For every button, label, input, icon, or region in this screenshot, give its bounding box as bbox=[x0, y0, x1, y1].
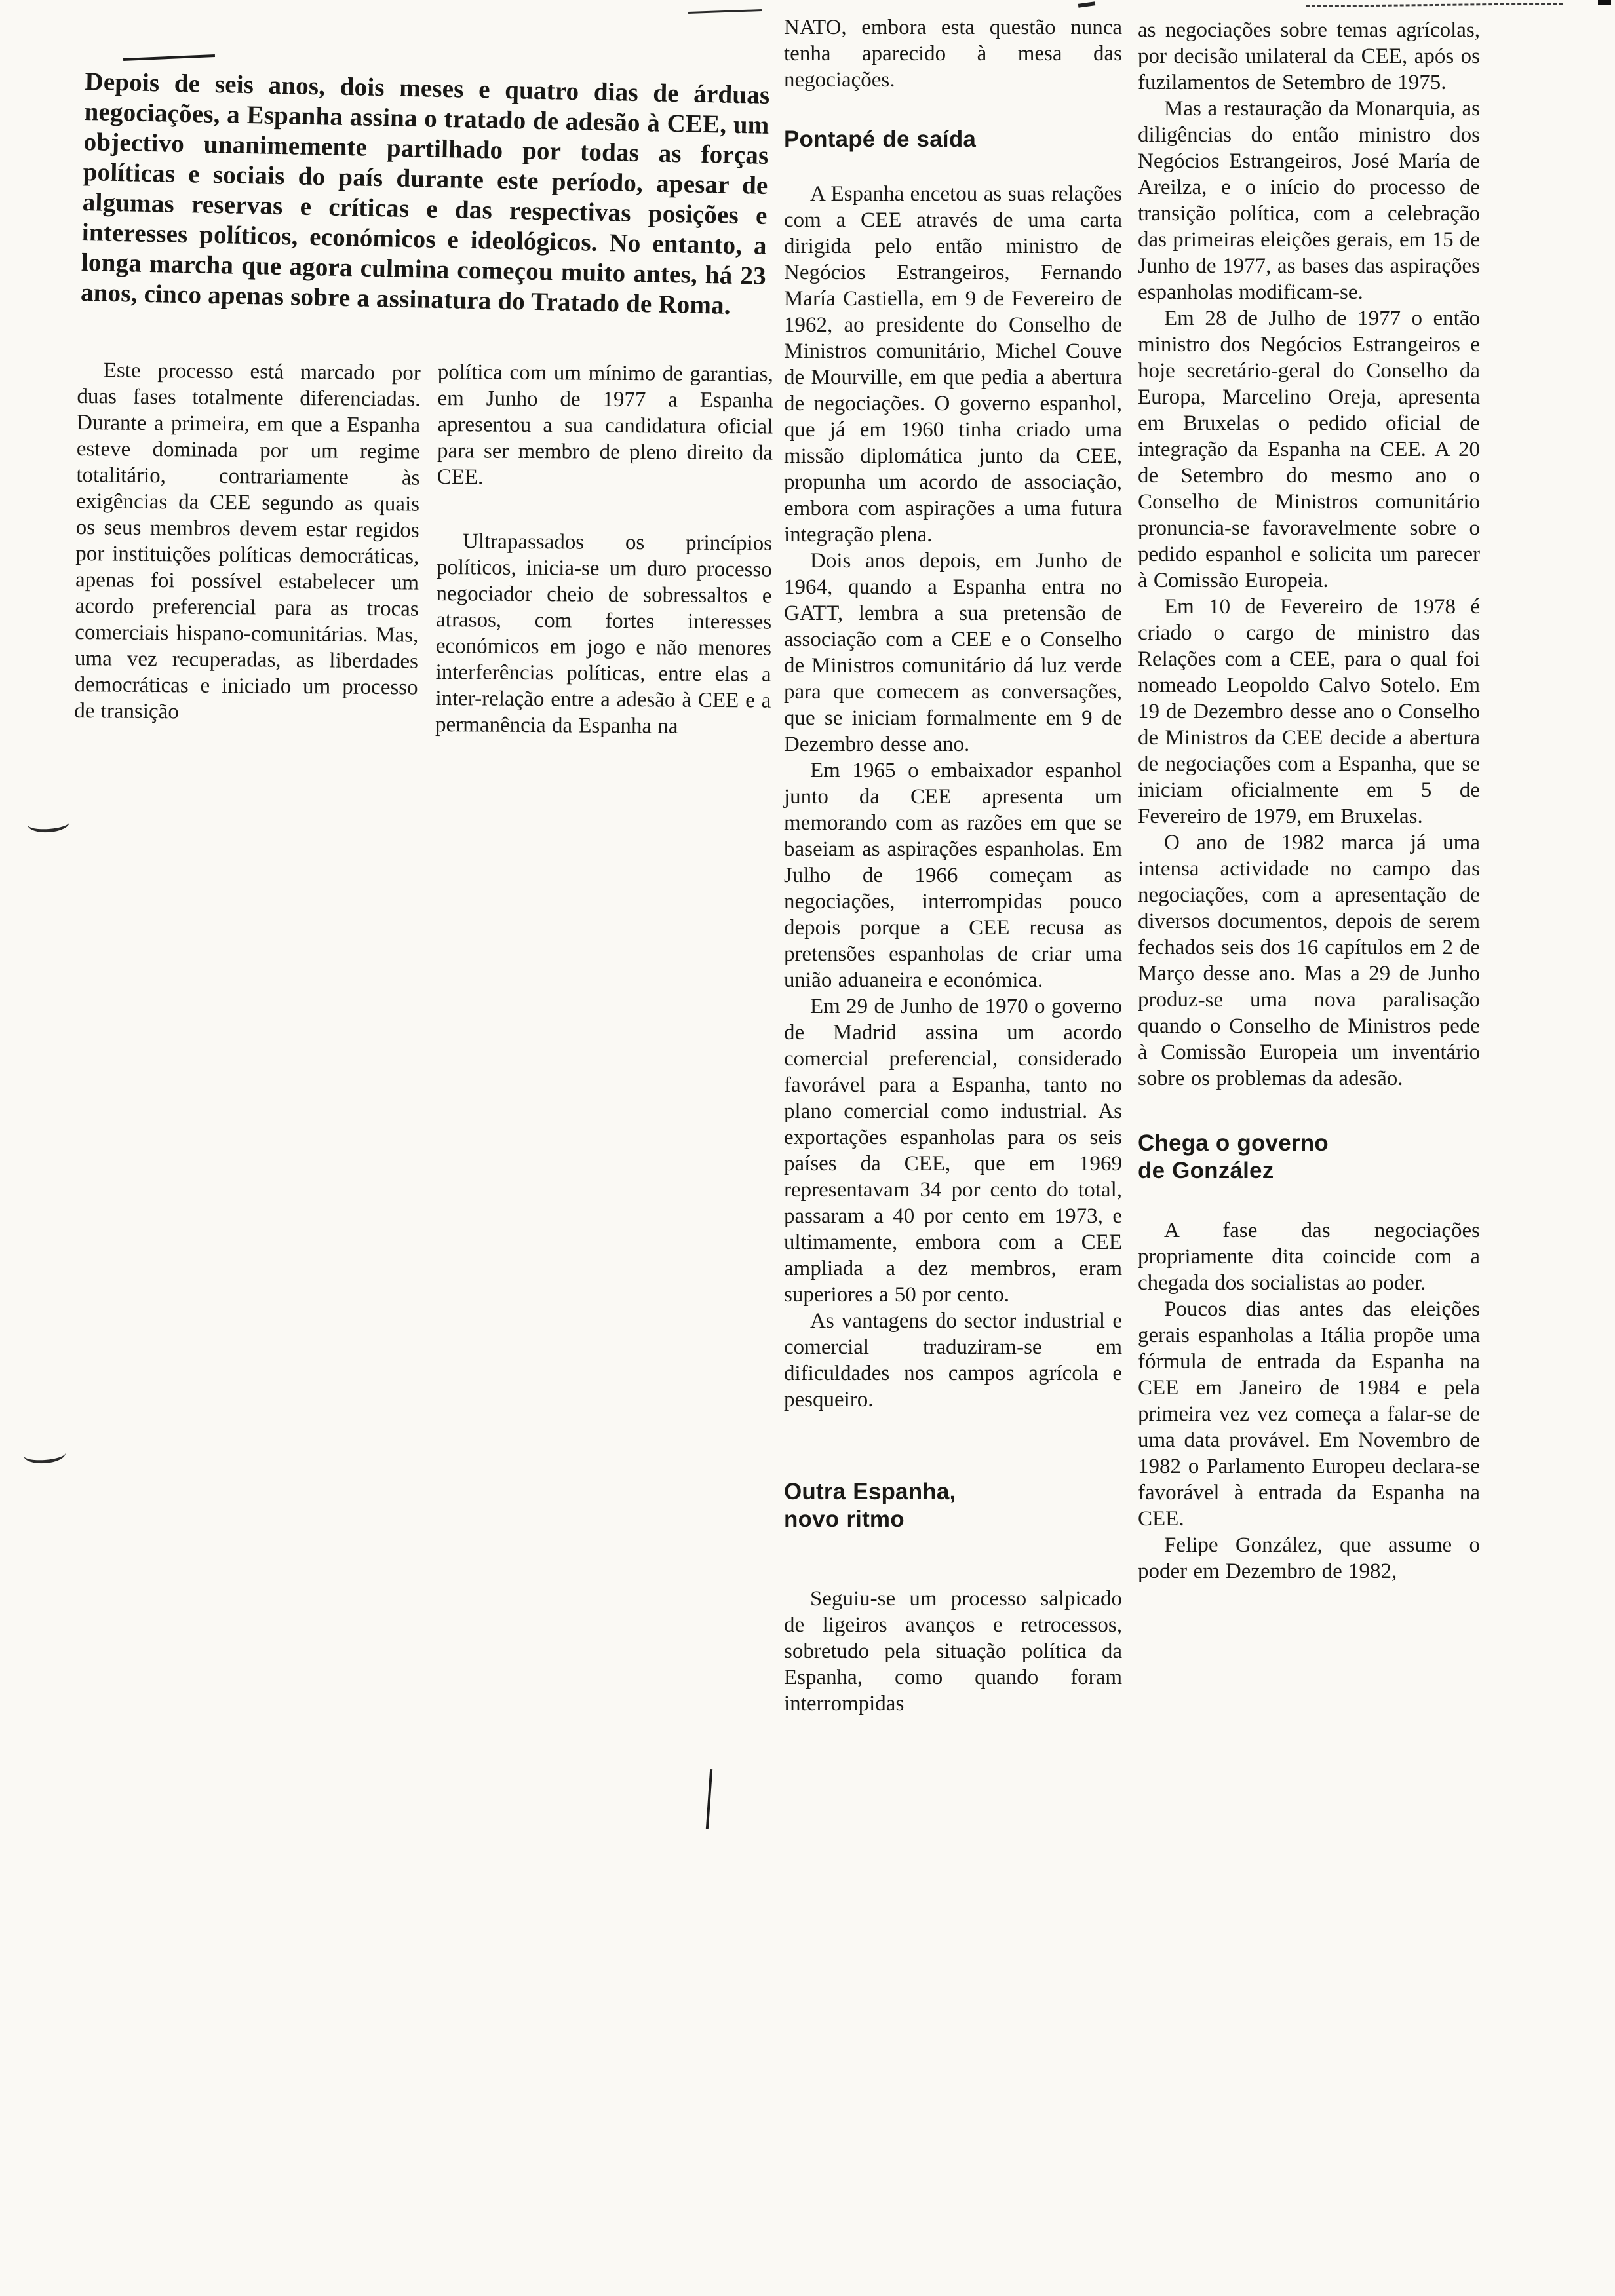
body-paragraph: Em 10 de Fevereiro de 1978 é criado o cargo de ministro das Relações com a CEE, para o qual foi nomeado Leopoldo Calvo Sotelo. Em 19 de Dezembro desse ano o Conselho de Ministros da CEE decide a abertura de negociações com a Espanha, que se iniciam oficialmente em 5 de Fevereiro de 1979, em Bruxelas. bbox=[1138, 595, 1480, 828]
body-paragraph: Seguiu-se um processo salpicado de ligeiros avanços e retrocessos, sobretudo pela situação política da Espanha, como quando foram interrompidas bbox=[784, 1587, 1122, 1715]
body-paragraph: Mas a restauração da Monarquia, as diligências do então ministro dos Negócios Estrangeiros, José María de Areilza, e o início do processo de transição política, com a celebração das primeiras eleições gerais, em 15 de Junho de 1977, as bases das aspirações espanholas modificam-se. bbox=[1138, 97, 1480, 304]
column-2 bbox=[435, 359, 773, 740]
scan-artifact-mark bbox=[1078, 1, 1096, 8]
body-paragraph: política com um mínimo de garantias, em Junho de 1977 a Espanha apresentou a sua candidatura oficial para ser membro de pleno direito da CEE. bbox=[437, 360, 773, 489]
body-paragraph: Ultrapassados os princípios políticos, inicia-se um duro processo negociador cheio de sobressaltos e atrasos, com fortes interesses económicos em jogo e não menores interferências políticas, entre elas a inter-relação entre a adesão à CEE e a permanência da Espanha na bbox=[435, 529, 773, 738]
body-paragraph: O ano de 1982 marca já uma intensa actividade no campo das negociações, com a apresentação de diversos documentos, depois de serem fechados seis dos 16 capítulos em 2 de Março desse ano. Mas a 29 de Junho produz-se uma nova paralisação quando o Conselho de Ministros pede à Comissão Europeia um inventário sobre os problemas da adesão. bbox=[1138, 831, 1480, 1090]
scan-artifact-curve bbox=[27, 813, 70, 833]
scan-artifact-line bbox=[688, 9, 762, 14]
scan-artifact-dashed-line bbox=[1306, 3, 1563, 7]
column-4 bbox=[1138, 17, 1480, 1584]
heading-line: de González bbox=[1138, 1158, 1274, 1183]
section-heading-outra-espanha bbox=[784, 1478, 1122, 1533]
body-paragraph: Dois anos depois, em Junho de 1964, quando a Espanha entra no GATT, lembra a sua pretensão de associação com a CEE e o Conselho de Ministros comunitário dá luz verde para que comecem as conversações, que se iniciam formalmente em 9 de Dezembro desse ano. bbox=[784, 549, 1122, 756]
body-paragraph: A Espanha encetou as suas relações com a CEE através de uma carta dirigida pelo então ministro de Negócios Estrangeiros, Fernando María Castiella, em 9 de Fevereiro de 1962, ao presidente do Conselho de Ministros comunitário, Michel Couve de Mourville, em que pedia a abertura de negociações. O governo espanhol, que já em 1960 tinha criado uma missão diplomática junto da CEE, propunha um acordo de associação, embora com aspirações a uma futura integração plena. bbox=[784, 182, 1122, 546]
scan-artifact-stroke bbox=[706, 1769, 712, 1829]
body-paragraph: NATO, embora esta questão nunca tenha aparecido à mesa das negociações. bbox=[784, 16, 1122, 92]
heading-line: Chega o governo bbox=[1138, 1130, 1329, 1156]
section-heading-pontape-de-saida: Pontapé de saída bbox=[784, 126, 977, 152]
body-paragraph: Poucos dias antes das eleições gerais espanholas a Itália propõe uma fórmula de entrada da Espanha na CEE em Janeiro de 1984 e pela primeira vez vez começa a falar-se de uma data provável. Em Novembro de 1982 o Parlamento Europeu declara-se favorável à entrada da Espanha na CEE. bbox=[1138, 1297, 1480, 1531]
heading-line: novo ritmo bbox=[784, 1506, 905, 1532]
body-paragraph: Felipe González, que assume o poder em Dezembro de 1982, bbox=[1138, 1533, 1480, 1583]
scan-artifact-mark bbox=[1598, 0, 1611, 5]
heading-line: Outra Espanha, bbox=[784, 1479, 956, 1504]
body-paragraph: As vantagens do sector industrial e comercial traduziram-se em dificuldades nos campos agrícola e pesqueiro. bbox=[784, 1309, 1122, 1411]
column-3 bbox=[784, 14, 1122, 1717]
lead-paragraph: Depois de seis anos, dois meses e quatro dias de árduas negociações, a Espanha assina o tratado de adesão à CEE, um objectivo unanimemente partilhado por todas as forças políticas e sociais do país durante este período, apesar de algumas reservas e críticas e das respectivas posições e interesses políticos, económicos e ideológicos. No entanto, a longa marcha que agora culmina começou muito antes, há 23 anos, cinco apenas sobre a assinatura do Tratado de Roma. bbox=[80, 67, 770, 320]
body-paragraph: Em 29 de Junho de 1970 o governo de Madrid assina um acordo comercial preferencial, considerado favorável para a Espanha, tanto no plano comercial como industrial. As exportações espanholas para os seis países da CEE, que em 1969 representavam 34 por cento do total, passaram a 40 por cento em 1973, e ultimamente, embora com a CEE ampliada a dez membros, eram superiores a 50 por cento. bbox=[784, 995, 1122, 1307]
section-heading-chega-o-governo bbox=[1138, 1130, 1480, 1185]
body-paragraph: Este processo está marcado por duas fases totalmente diferenciadas. Durante a primeira, em que a Espanha esteve dominada por um regime totalitário, contrariamente às exigências da CEE segundo as quais os seus membros devem estar regidos por instituições políticas democráticas, apenas foi possível estabelecer um acordo preferencial para as trocas comerciais hispano-comunitárias. Mas, uma vez recuperadas, as liberdades democráticas e iniciado um processo de transição bbox=[74, 358, 421, 724]
scan-artifact-line bbox=[123, 54, 215, 61]
scan-artifact-curve bbox=[23, 1444, 66, 1464]
body-paragraph: Em 1965 o embaixador espanhol junto da CEE apresenta um memorando com as razões em que se baseiam as aspirações espanholas. Em Julho de 1966 começam as negociações, interrompidas pouco depois porque a CEE recusa as pretensões espanholas de criar uma união aduaneira e económica. bbox=[784, 759, 1122, 992]
column-1 bbox=[74, 357, 421, 727]
body-paragraph: Em 28 de Julho de 1977 o então ministro dos Negócios Estrangeiros e hoje secretário-geral do Conselho da Europa, Marcelino Oreja, apresenta em Bruxelas o pedido oficial de integração da Espanha na CEE. A 20 de Setembro do mesmo ano o Conselho de Ministros comunitário pronuncia-se favoravelmente sobre o pedido espanhol e solicita um parecer à Comissão Europeia. bbox=[1138, 307, 1480, 592]
body-paragraph: as negociações sobre temas agrícolas, por decisão unilateral da CEE, após os fuzilamentos de Setembro de 1975. bbox=[1138, 18, 1480, 94]
body-paragraph: A fase das negociações propriamente dita coincide com a chegada dos socialistas ao poder. bbox=[1138, 1219, 1480, 1295]
